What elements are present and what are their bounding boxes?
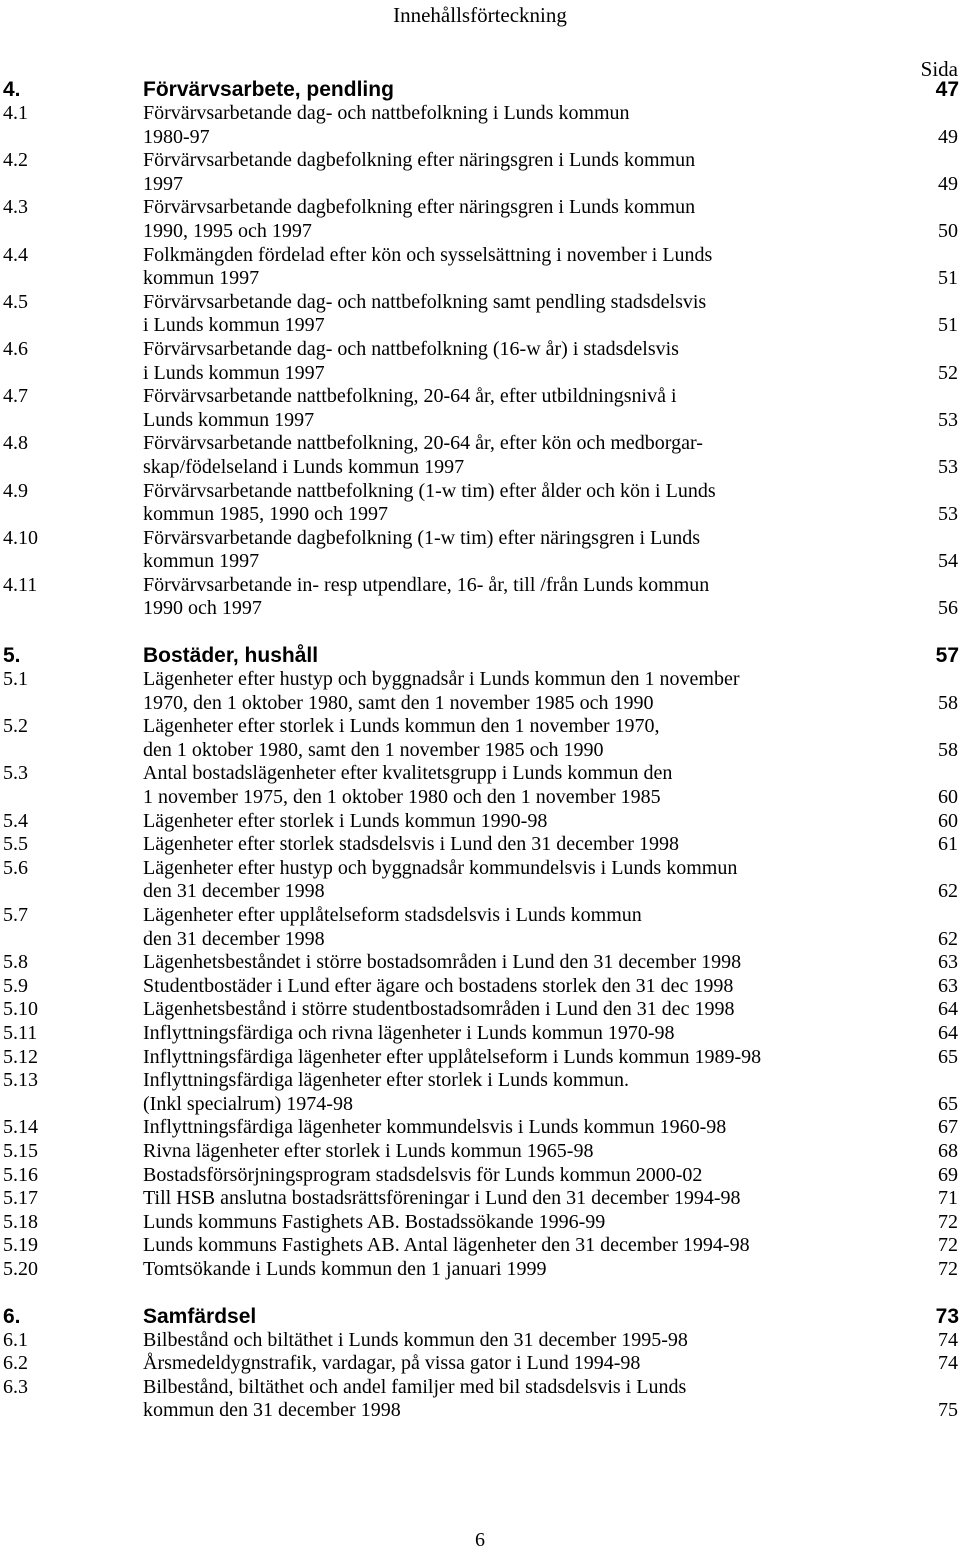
entry-title: Lägenheter efter upplåtelseform stadsdelsvis i Lunds kommun den 31 december 1998 (143, 904, 642, 950)
entry-page: 72 (938, 1257, 958, 1280)
entry-num: 6.1 (3, 1328, 28, 1351)
entry-page: 49 (938, 172, 958, 195)
toc-entry (3, 1211, 960, 1235)
entry-num: 5.2 (3, 715, 28, 738)
entry-page: 58 (938, 691, 958, 714)
entry-num: 5.6 (3, 856, 28, 879)
entry-title: Inflyttningsfärdiga lägenheter efter storlek i Lunds kommun. (Inkl specialrum) 1974-98 (143, 1069, 629, 1115)
entry-title: Inflyttningsfärdiga och rivna lägenheter i Lunds kommun 1970-98 (143, 1021, 675, 1044)
entry-page: 60 (938, 786, 958, 809)
entry-page: 72 (938, 1234, 958, 1257)
section-heading (3, 1305, 960, 1329)
entry-page: 75 (938, 1399, 958, 1422)
entry-title: Inflyttningsfärdiga lägenheter kommundelsvis i Lunds kommun 1960-98 (143, 1116, 727, 1139)
entry-page: 63 (938, 974, 958, 997)
entry-page: 53 (938, 503, 958, 526)
entry-title: Förvärvsarbetande in- resp utpendlare, 16- år, till /från Lunds kommun 1990 och 1997 (143, 573, 710, 620)
entry-num: 4.4 (3, 243, 28, 266)
entry-num: 4.5 (3, 290, 28, 313)
entry-page: 72 (938, 1210, 958, 1233)
toc-entry (3, 1046, 960, 1070)
section-heading (3, 78, 960, 102)
entry-title: Lunds kommuns Fastighets AB. Antal lägenheter den 31 december 1994-98 (143, 1234, 750, 1257)
toc-entry (3, 244, 960, 291)
toc-entry (3, 291, 960, 338)
entry-page: 51 (938, 314, 958, 337)
entry-page: 69 (938, 1163, 958, 1186)
section-page: 73 (935, 1304, 959, 1328)
section-title: Bostäder, hushåll (143, 644, 319, 668)
toc-entry (3, 904, 960, 951)
entry-num: 5.4 (3, 809, 28, 832)
entry-num: 4.11 (3, 573, 38, 596)
entry-title: Förvärvsarbetande nattbefolkning, 20-64 år, efter utbildningsnivå i Lunds kommun 1997 (143, 385, 677, 431)
entry-title: Förvärvsarbetande dag- och nattbefolkning samt pendling stadsdelsvis i Lunds kommun 1997 (143, 290, 707, 337)
entry-title: Lägenheter efter hustyp och byggnadsår kommundelsvis i Lunds kommun den 31 december 1998 (143, 856, 738, 903)
entry-num: 5.15 (3, 1139, 38, 1162)
toc-entry (3, 527, 960, 574)
entry-title: Rivna lägenheter efter storlek i Lunds kommun 1965-98 (143, 1139, 594, 1162)
toc-entry (3, 149, 960, 196)
entry-num: 6.3 (3, 1375, 28, 1398)
entry-num: 5.19 (3, 1234, 38, 1257)
entry-title: Förvärsvarbetande dagbefolkning (1-w tim) efter näringsgren i Lunds kommun 1997 (143, 526, 701, 573)
entry-title: Antal bostadslägenheter efter kvalitetsgrupp i Lunds kommun den 1 november 1975, den 1 oktober 1980 och den 1 november 1985 (143, 762, 673, 809)
entry-page: 60 (938, 809, 958, 832)
entry-page: 61 (938, 833, 958, 856)
entry-num: 5.10 (3, 998, 38, 1021)
entry-page: 53 (938, 408, 958, 431)
entry-num: 5.16 (3, 1163, 38, 1186)
entry-title: Lägenhetsbestånd i större studentbostadsområden i Lund den 31 dec 1998 (143, 998, 735, 1021)
entry-num: 5.13 (3, 1069, 38, 1092)
entry-title: Förvärvsarbetande dagbefolkning efter näringsgren i Lunds kommun 1997 (143, 149, 696, 195)
entry-page: 68 (938, 1139, 958, 1162)
entry-num: 4.9 (3, 479, 28, 502)
entry-num: 5.5 (3, 833, 28, 856)
entry-page: 51 (938, 267, 958, 290)
entry-num: 5.17 (3, 1187, 38, 1210)
entry-title: Tomtsökande i Lunds kommun den 1 januari 1999 (143, 1257, 547, 1280)
entry-title: Lägenheter efter storlek stadsdelsvis i Lund den 31 december 1998 (143, 833, 679, 856)
entry-title: Bilbestånd och biltäthet i Lunds kommun den 31 december 1995-98 (143, 1328, 688, 1351)
entry-num: 5.20 (3, 1257, 38, 1280)
entry-title: Förvärvsarbetande nattbefolkning, 20-64 år, efter kön och medborgar- skap/födelseland i Lunds kommun 1997 (143, 432, 703, 478)
page-column-label: Sida (920, 57, 958, 81)
entry-num: 5.7 (3, 904, 28, 926)
toc-entry (3, 668, 960, 715)
page-number: 6 (475, 1529, 485, 1551)
entry-num: 4.10 (3, 526, 38, 549)
section-gap (3, 621, 960, 644)
entry-page: 71 (938, 1187, 958, 1210)
entry-num: 5.9 (3, 974, 28, 997)
toc-entry (3, 1069, 960, 1116)
entry-title: Studentbostäder i Lund efter ägare och bostadens storlek den 31 dec 1998 (143, 974, 734, 997)
entry-title: Lägenhetsbeståndet i större bostadsområden i Lund den 31 december 1998 (143, 951, 742, 974)
toc-entry (3, 1164, 960, 1188)
section-heading (3, 644, 960, 668)
entry-page: 62 (938, 927, 958, 950)
entry-num: 6.2 (3, 1352, 28, 1375)
toc-entry (3, 1234, 960, 1258)
toc-entry (3, 998, 960, 1022)
entry-num: 4.3 (3, 196, 28, 219)
entry-title: Förvärvsarbetande nattbefolkning (1-w tim) efter ålder och kön i Lunds kommun 1985, 1990 och 1997 (143, 479, 716, 526)
entry-title: Lägenheter efter hustyp och byggnadsår i Lunds kommun den 1 november 1970, den 1 oktober 1980, samt den 1 november 1985 och 1990 (143, 668, 740, 714)
entry-title: Inflyttningsfärdiga lägenheter efter upplåtelseform i Lunds kommun 1989-98 (143, 1045, 762, 1068)
entry-title: Förvärvsarbetande dag- och nattbefolkning (16-w år) i stadsdelsvis i Lunds kommun 1997 (143, 337, 679, 384)
entry-page: 67 (938, 1116, 958, 1139)
entry-title: Förvärvsarbetande dagbefolkning efter näringsgren i Lunds kommun 1990, 1995 och 1997 (143, 196, 696, 242)
entry-title: Folkmängden fördelad efter kön och sysselsättning i november i Lunds kommun 1997 (143, 243, 713, 290)
entry-title: Lunds kommuns Fastighets AB. Bostadssökande 1996-99 (143, 1210, 606, 1233)
toc-entry (3, 1376, 960, 1423)
entry-num: 5.11 (3, 1021, 38, 1044)
entry-title: Lägenheter efter storlek i Lunds kommun den 1 november 1970, den 1 oktober 1980, samt den 1 november 1985 och 1990 (143, 715, 660, 761)
entry-page: 62 (938, 880, 958, 903)
toc-entry (3, 1140, 960, 1164)
entry-title: Förvärvsarbetande dag- och nattbefolkning i Lunds kommun 1980-97 (143, 102, 630, 148)
entry-num: 4.6 (3, 337, 28, 360)
section-num: 5. (3, 644, 21, 668)
entry-title: Bilbestånd, biltäthet och andel familjer med bil stadsdelsvis i Lunds kommun den 31 december 1998 (143, 1375, 687, 1422)
toc-entry (3, 1258, 960, 1282)
toc-entry (3, 1352, 960, 1376)
entry-page: 49 (938, 125, 958, 148)
section-num: 4. (3, 78, 21, 101)
entry-title: Årsmedeldygnstrafik, vardagar, på vissa gator i Lund 1994-98 (143, 1352, 641, 1375)
entry-page: 63 (938, 951, 958, 974)
section-page: 57 (935, 644, 959, 668)
entry-title: Lägenheter efter storlek i Lunds kommun 1990-98 (143, 809, 548, 832)
entry-title: Bostadsförsörjningsprogram stadsdelsvis för Lunds kommun 2000-02 (143, 1163, 703, 1186)
entry-title: Till HSB anslutna bostadsrättsföreningar i Lund den 31 december 1994-98 (143, 1187, 741, 1210)
entry-page: 65 (938, 1045, 958, 1068)
table-of-contents (3, 78, 960, 1423)
entry-page: 74 (938, 1328, 958, 1351)
toc-entry (3, 810, 960, 834)
entry-num: 5.12 (3, 1045, 38, 1068)
entry-num: 5.8 (3, 951, 28, 974)
toc-entry (3, 951, 960, 975)
toc-entry (3, 102, 960, 149)
entry-page: 64 (938, 1021, 958, 1044)
toc-entry (3, 1329, 960, 1353)
section-num: 6. (3, 1304, 21, 1328)
toc-entry (3, 1022, 960, 1046)
entry-num: 5.18 (3, 1210, 38, 1233)
entry-page: 74 (938, 1352, 958, 1375)
entry-page: 53 (938, 455, 958, 478)
toc-entry (3, 385, 960, 432)
toc-entry (3, 196, 960, 243)
entry-num: 4.7 (3, 385, 28, 408)
toc-entry (3, 857, 960, 904)
entry-num: 5.14 (3, 1116, 38, 1139)
entry-page: 58 (938, 738, 958, 761)
section-title: Samfärdsel (143, 1304, 257, 1328)
entry-page: 52 (938, 361, 958, 384)
entry-page: 54 (938, 550, 958, 573)
toc-entry (3, 833, 960, 857)
section-gap (3, 1282, 960, 1305)
entry-num: 4.1 (3, 102, 28, 124)
toc-entry (3, 975, 960, 999)
toc-entry (3, 574, 960, 621)
entry-page: 64 (938, 998, 958, 1021)
entry-num: 4.8 (3, 432, 28, 455)
toc-entry (3, 432, 960, 479)
entry-page: 65 (938, 1092, 958, 1115)
toc-entry (3, 338, 960, 385)
toc-entry (3, 762, 960, 809)
toc-entry (3, 480, 960, 527)
section-title: Förvärvsarbete, pendling (143, 78, 394, 101)
toc-entry (3, 1187, 960, 1211)
page-header: Innehållsförteckning (393, 3, 567, 27)
entry-num: 5.1 (3, 668, 28, 691)
toc-entry (3, 1116, 960, 1140)
toc-entry (3, 715, 960, 762)
entry-num: 5.3 (3, 762, 28, 785)
entry-page: 56 (938, 597, 958, 620)
entry-num: 4.2 (3, 149, 28, 172)
entry-page: 50 (938, 219, 958, 242)
section-page: 47 (935, 78, 959, 101)
